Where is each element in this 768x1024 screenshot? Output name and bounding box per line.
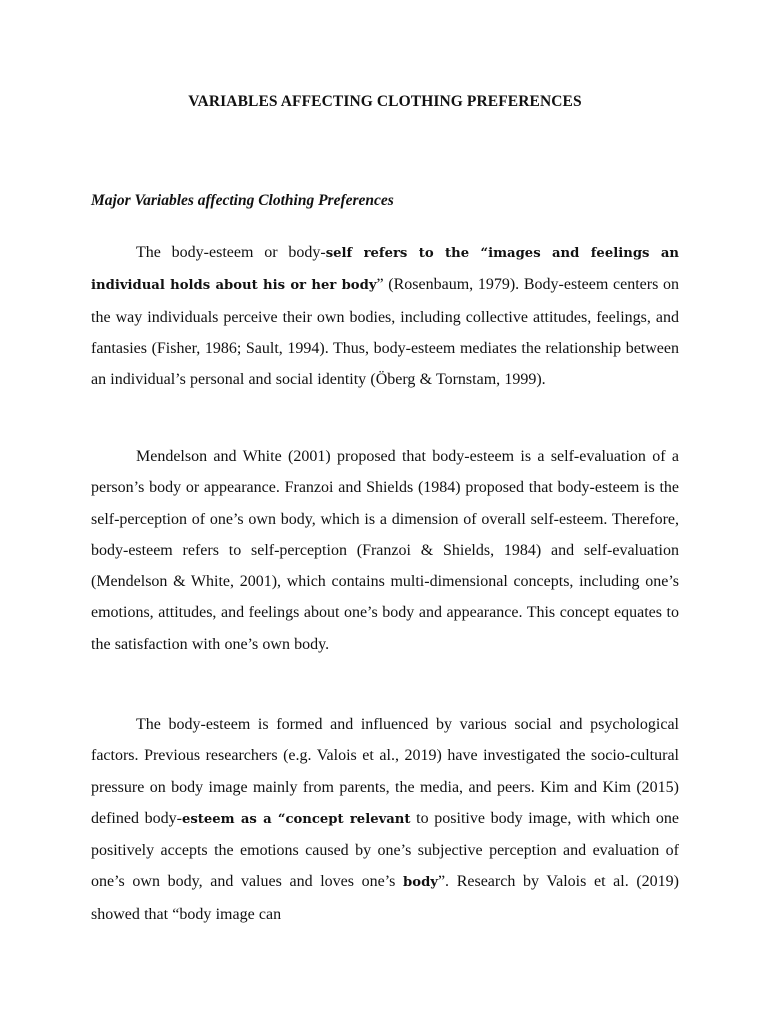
section-heading: Major Variables affecting Clothing Preferences xyxy=(91,192,394,209)
paragraph-text: The body-esteem is formed and influenced by various social and psychological factors. Previous researchers (e.g. Valois et al., 2019) have investigated the socio-cultural pressure on body image mainly from parents, the media, and peers. Kim and Kim (2015) defined body- xyxy=(91,716,679,827)
emphasized-text: body xyxy=(403,875,438,891)
paragraph-social-factors xyxy=(91,709,679,930)
emphasized-text: esteem as a “concept relevant xyxy=(181,811,411,827)
paragraph-text: The body-esteem or body- xyxy=(136,244,326,261)
paragraph-text: Mendelson and White (2001) proposed that body-esteem is a self-evaluation of a person’s body or appearance. Franzoi and Shields (1984) proposed that body-esteem is the self-perception of one’s own body, which is a dimension of overall self-esteem. Therefore, body-esteem refers to self-perception (Franzoi & Shields, 1984) and self-evaluation (Mendelson & White, 2001), which contains multi-dimensional concepts, including one’s emotions, attitudes, and feelings about one’s body and appearance. This concept equates to the satisfaction with one’s own body. xyxy=(91,448,679,653)
paragraph-body-esteem-definition xyxy=(91,237,679,395)
paragraph-text: to positive body image, with which one positively accepts the emotions caused by one’s subjective perception and evaluation of one’s own body, and values and loves one’s xyxy=(91,809,679,891)
paragraph-self-evaluation xyxy=(91,441,679,660)
paragraph-text: ”. Research by Valois et al. (2019) showed that “body image can xyxy=(91,873,679,923)
emphasized-text: self refers to the “images and feelings an individual holds about his or her body xyxy=(91,246,679,294)
document-title: VARIABLES AFFECTING CLOTHING PREFERENCES xyxy=(188,93,582,110)
paragraph-text: ” (Rosenbaum, 1979). Body-esteem centers on the way individuals perceive their own bodies, including collective attitudes, feelings, and fantasies (Fisher, 1986; Sault, 1994). Thus, body-esteem mediates the relationship between an individual’s personal and social identity (Öberg & Tornstam, 1999). xyxy=(91,276,680,389)
